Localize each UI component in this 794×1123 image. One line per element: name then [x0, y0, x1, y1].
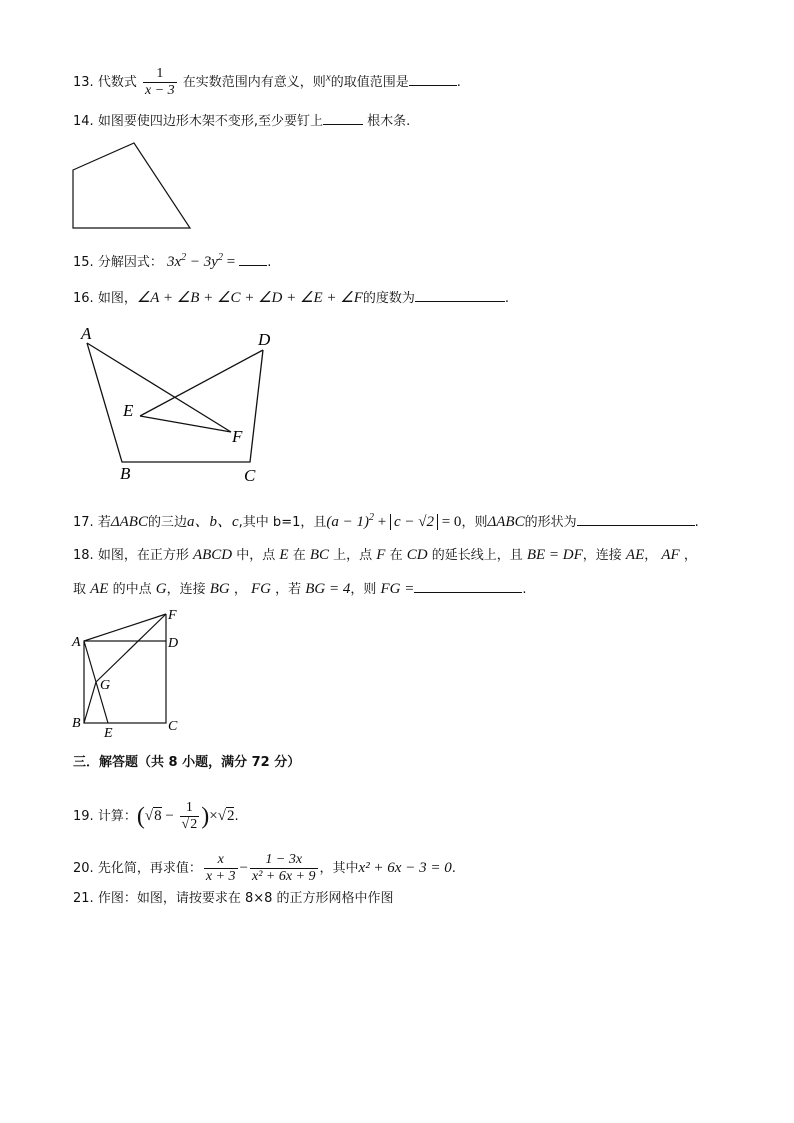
equals-zero: = 0: [437, 514, 462, 530]
side-variables: a、b、c: [187, 514, 239, 530]
punctuation: .: [504, 291, 510, 306]
fraction: [180, 800, 200, 833]
math-term: ABCD: [192, 547, 233, 563]
text-segment: 的延长线上，且: [427, 548, 527, 563]
question-text: 的取值范围是: [330, 75, 409, 90]
point-label-E: E: [104, 726, 113, 741]
fraction-denominator: x² + 6x + 9: [251, 869, 316, 884]
math-term: BG = 4: [305, 581, 351, 597]
term: 3x: [166, 254, 182, 270]
question-text: 的度数为: [362, 291, 415, 306]
question-text: ,其中 b=1，且: [238, 515, 327, 530]
fraction-2: [250, 852, 318, 885]
punctuation: .: [234, 809, 239, 824]
punctuation: .: [267, 255, 272, 270]
text-segment: 的中点: [108, 582, 156, 597]
question-text: 的形状为: [524, 515, 577, 530]
text-segment: 在: [288, 548, 310, 563]
question-text: 先化简，再求值：: [97, 861, 202, 876]
math-term: FG: [250, 581, 271, 597]
right-paren: ): [201, 803, 210, 830]
math-term: F: [376, 547, 386, 563]
question-number: 17.: [73, 515, 94, 530]
text-segment: 中，点: [232, 548, 280, 563]
segment-BG: [84, 682, 96, 723]
question-text: ，其中: [319, 861, 359, 876]
segment-AF: [84, 614, 166, 641]
triangle-name: ΔABC: [110, 514, 148, 530]
math-term: CD: [406, 547, 428, 563]
point-label-C: C: [244, 466, 256, 485]
radicand: 2: [226, 808, 235, 824]
term: − 3y: [186, 254, 218, 270]
point-label-B: B: [72, 716, 81, 731]
question-number: 19.: [73, 809, 94, 824]
text-segment: 在: [385, 548, 407, 563]
text-segment: ，: [229, 582, 251, 597]
plus-sign: +: [373, 514, 390, 530]
question-number: 15.: [73, 255, 94, 270]
question-text: 分解因式：: [97, 255, 163, 270]
question-number: 20.: [73, 861, 94, 876]
segment-FG: [96, 614, 166, 682]
question-21: [73, 890, 394, 908]
punctuation: .: [522, 582, 527, 597]
fraction-denominator: x + 3: [205, 869, 236, 884]
math-term: AE: [625, 547, 645, 563]
sqrt-8: √8: [144, 808, 162, 824]
equals-sign: =: [222, 254, 236, 270]
section-heading: 三．解答题（共 8 小题，满分 72 分）: [73, 755, 301, 770]
punctuation: .: [456, 75, 461, 90]
text-segment: ，: [644, 548, 662, 563]
point-label-C: C: [168, 719, 178, 734]
math-term: G: [155, 581, 167, 597]
fraction-numerator: 1 − 3x: [265, 852, 303, 867]
question-text: 如图，: [97, 291, 137, 306]
fraction-numerator: 1: [185, 800, 193, 815]
question-text: 根木条.: [367, 114, 411, 129]
point-label-A: A: [81, 324, 92, 343]
math-term: FG =: [380, 581, 415, 597]
point-label-B: B: [120, 464, 131, 483]
question-text: 代数式: [97, 75, 137, 90]
text-segment: ，连接: [582, 548, 626, 563]
variable: x: [325, 71, 331, 84]
text-segment: 上，点: [329, 548, 377, 563]
fraction-denominator: x − 3: [144, 83, 175, 98]
math-term: AF: [661, 547, 680, 563]
exponent: 2: [217, 252, 223, 263]
angle-sum-expression: ∠A + ∠B + ∠C + ∠D + ∠E + ∠F: [136, 290, 363, 306]
exponent: 2: [181, 252, 187, 263]
point-label-E: E: [123, 401, 134, 420]
math-term: E: [279, 547, 289, 563]
text-segment: ，连接: [166, 582, 210, 597]
question-text: ，则: [461, 515, 488, 530]
point-label-A: A: [72, 635, 81, 650]
question-text: 计算：: [97, 809, 137, 824]
text-segment: ，则: [350, 582, 381, 597]
question-number: 21.: [73, 891, 94, 906]
fraction-denominator: √2: [181, 817, 198, 832]
math-term: AE: [90, 581, 109, 597]
left-paren: (: [136, 803, 145, 830]
text-segment: 取: [73, 582, 91, 597]
times-sign: ×: [209, 808, 218, 824]
absolute-value: c − √2: [390, 514, 438, 530]
radicand: 8: [154, 808, 162, 824]
question-text: 作图：如图，请按要求在 8×8 的正方形网格中作图: [97, 891, 394, 906]
text-segment: ，若: [270, 582, 306, 597]
text-segment: ，: [679, 548, 697, 563]
math-term: BC: [309, 547, 330, 563]
point-label-D: D: [168, 636, 179, 651]
fraction-numerator: x: [217, 852, 224, 867]
sqrt-2: √2: [217, 808, 235, 824]
condition-equation: x² + 6x − 3 = 0: [358, 860, 452, 876]
question-text: 若: [97, 515, 111, 530]
question-text: 的三边: [147, 515, 187, 530]
exponent: 2: [368, 512, 374, 523]
question-19: [73, 800, 239, 833]
math-term: BE = DF: [526, 547, 583, 563]
point-label-F: F: [168, 608, 177, 623]
question-number: 14.: [73, 114, 94, 129]
radicand: 2: [190, 817, 198, 832]
text-segment: 如图，在正方形: [97, 548, 193, 563]
punctuation: .: [694, 515, 699, 530]
triangle-name: ΔABC: [487, 514, 525, 530]
fraction-numerator: 1: [156, 66, 164, 81]
point-label-G: G: [100, 678, 111, 693]
math-term: BG: [209, 581, 230, 597]
question-number: 18.: [73, 548, 94, 563]
question-number: 16.: [73, 291, 94, 306]
fraction-1: [204, 852, 238, 885]
point-label-F: F: [232, 427, 243, 446]
point-label-D: D: [258, 330, 271, 349]
punctuation: .: [451, 861, 456, 876]
question-20: [73, 852, 456, 885]
term: (a − 1): [326, 514, 369, 530]
question-text: 在实数范围内有意义，则: [182, 75, 326, 90]
question-text: 如图要使四边形木架不变形,至少要钉上: [97, 114, 323, 129]
question-number: 13.: [73, 75, 94, 90]
minus-sign: −: [161, 808, 178, 824]
minus-sign: −: [239, 860, 248, 876]
